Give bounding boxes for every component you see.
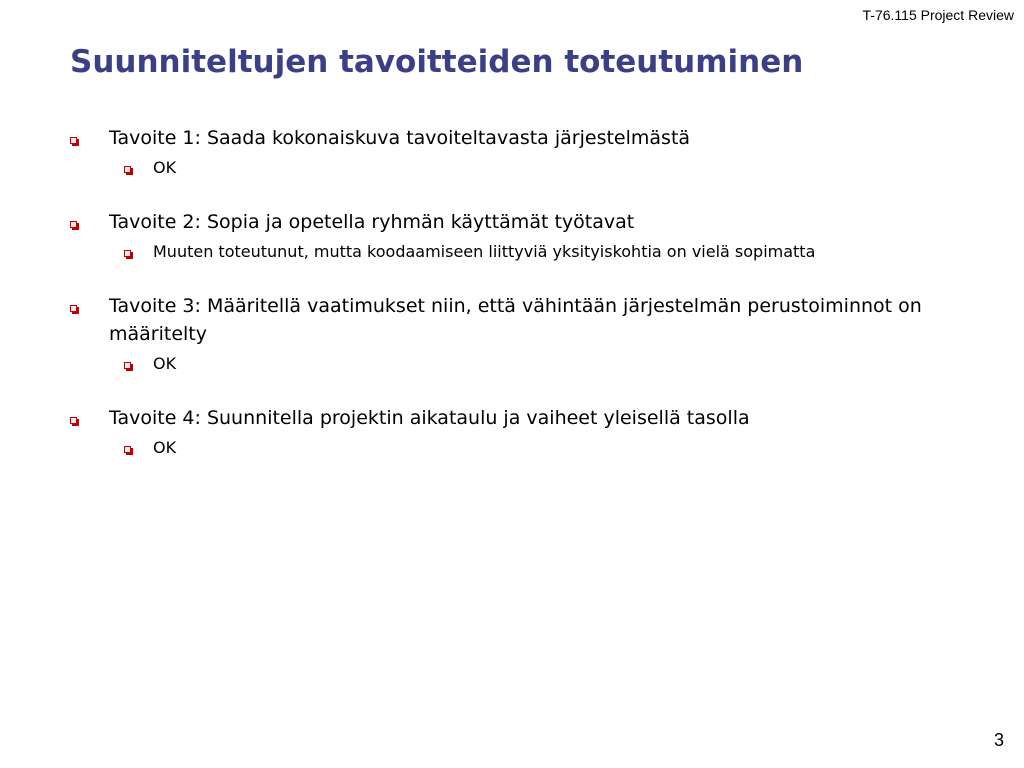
goal-status-text: Muuten toteutunut, mutta koodaamiseen liittyviä yksityiskohtia on vielä sopimatta xyxy=(153,242,816,261)
square-bullet-icon xyxy=(70,221,77,228)
goal-text: Tavoite 2: Sopia ja opetella ryhmän käyttämät työtavat xyxy=(109,211,635,233)
sub-list-item xyxy=(109,436,950,460)
goal-item-1 xyxy=(70,124,950,180)
list-item xyxy=(70,292,950,348)
list-item xyxy=(70,404,950,432)
square-bullet-icon xyxy=(70,137,77,144)
goal-text: Tavoite 4: Suunnitella projektin aikataulu ja vaiheet yleisellä tasolla xyxy=(109,407,750,429)
goal-status-text: OK xyxy=(153,158,177,177)
sub-list-item xyxy=(109,240,950,264)
square-bullet-icon xyxy=(124,446,131,453)
list-item xyxy=(70,208,950,236)
goal-item-3 xyxy=(70,292,950,376)
square-bullet-icon xyxy=(124,250,131,257)
page-number: 3 xyxy=(993,730,1004,750)
sub-list-item xyxy=(109,156,950,180)
goal-item-4 xyxy=(70,404,950,460)
list-item xyxy=(70,124,950,152)
goal-list xyxy=(70,124,950,488)
goal-text: Tavoite 1: Saada kokonaiskuva tavoiteltavasta järjestelmästä xyxy=(109,127,691,149)
sub-list-item xyxy=(109,352,950,376)
square-bullet-icon xyxy=(70,417,77,424)
goal-status-text: OK xyxy=(153,438,177,457)
square-bullet-icon xyxy=(124,362,131,369)
goal-item-2 xyxy=(70,208,950,264)
square-bullet-icon xyxy=(70,305,77,312)
square-bullet-icon xyxy=(124,166,131,173)
goal-status-text: OK xyxy=(153,354,177,373)
slide-title: Suunniteltujen tavoitteiden toteutuminen xyxy=(70,44,804,80)
goal-text: Tavoite 3: Määritellä vaatimukset niin, että vähintään järjestelmän perustoiminnot on määritelty xyxy=(109,295,922,345)
course-tag: T-76.115 Project Review xyxy=(862,7,1014,23)
